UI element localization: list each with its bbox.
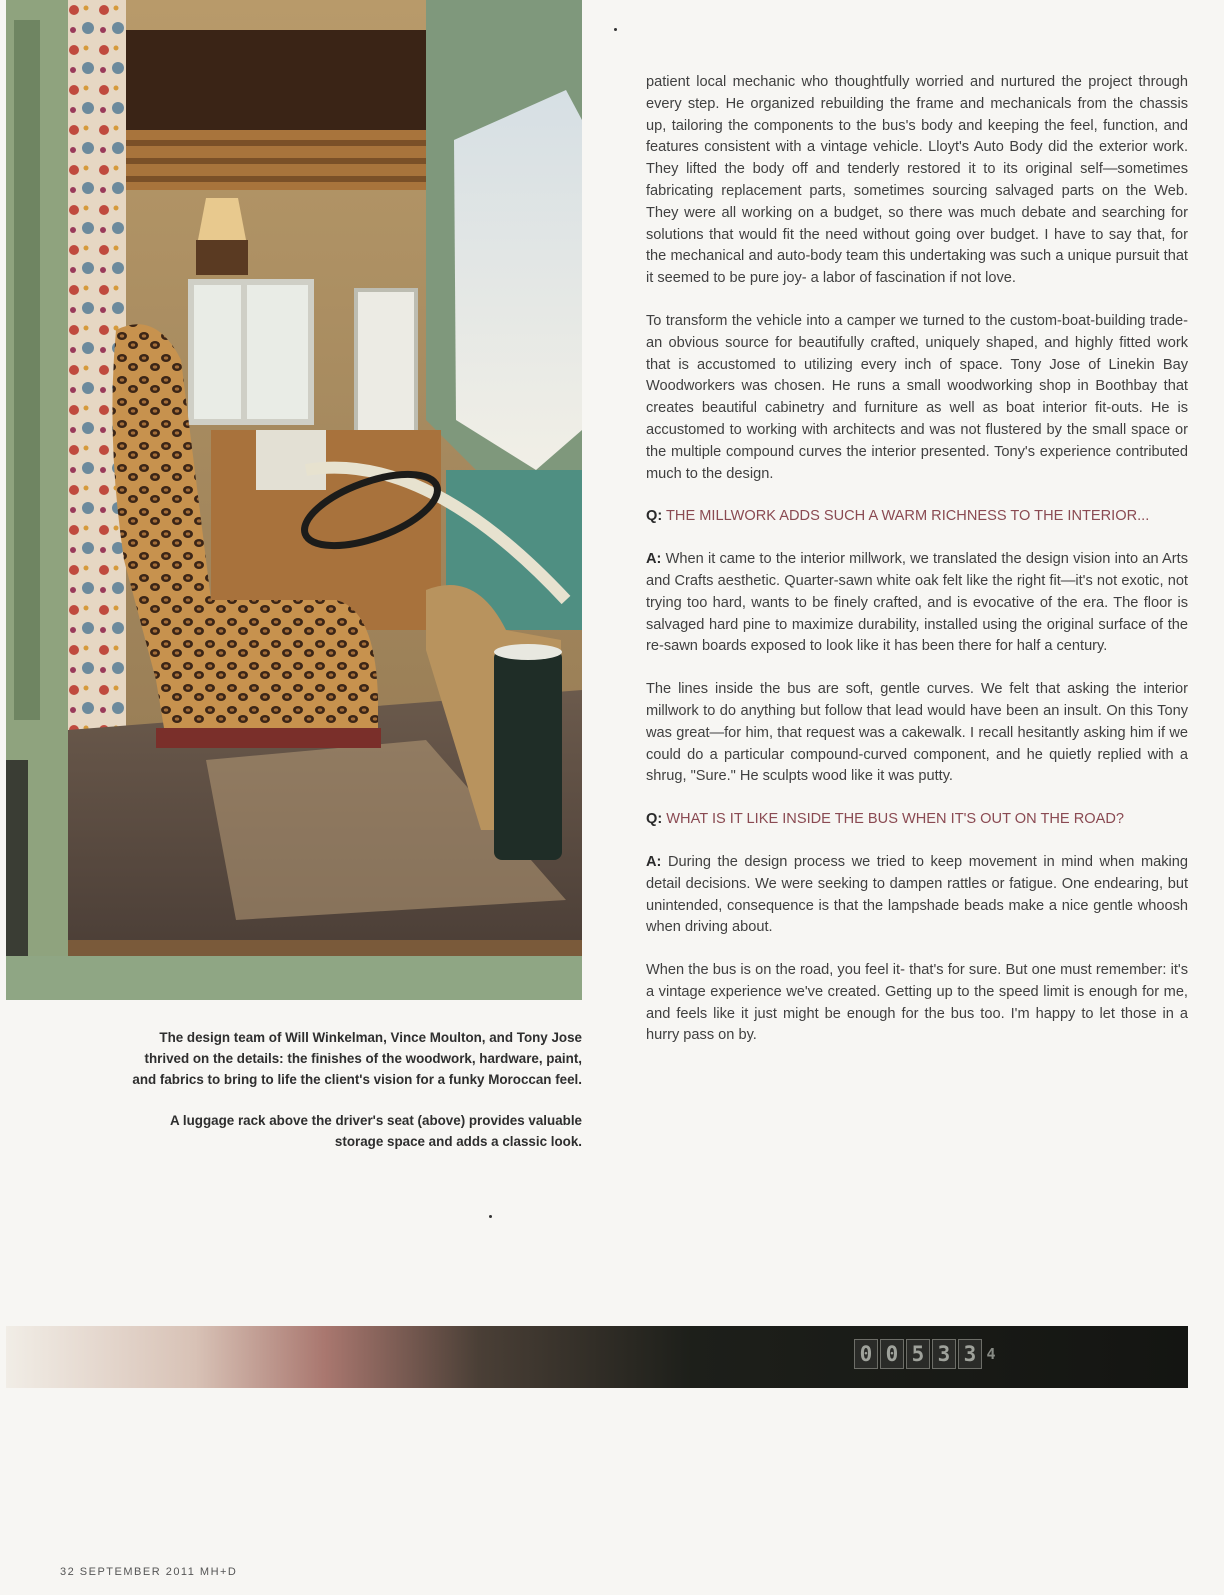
odometer-digit: 3 (932, 1339, 956, 1369)
print-dot (489, 1215, 492, 1218)
question-heading (646, 809, 1188, 831)
odometer-digit: 5 (906, 1339, 930, 1369)
article-paragraph: patient local mechanic who thoughtfully worried and nurtured the project through every step. He organized rebuilding the frame and mechanicals from the chassis up, tailoring the components to the bus's body and keeping the feel, function, and features consistent with a vintage vehicle. Lloyt's Auto Body did the exterior work. They lifted the body off and tenderly restored it to its original self—sometimes fabricating replacement parts, sometimes sourcing salvaged parts on the Web. They were all working on a budget, so there was much debate and searching for solutions that would fit the need without going over budget. I have to say that, for the mechanical and auto-body team this undertaking was such a unique pursuit that it seemed to be pure joy- a labor of fascination if not love. (646, 74, 1188, 287)
page-folio: 32 SEPTEMBER 2011 MH+D (60, 1566, 238, 1578)
question-text: THE MILLWORK ADDS SUCH A WARM RICHNESS TO THE INTERIOR... (666, 508, 1150, 525)
article-body (646, 72, 1188, 1068)
question-label: Q: (646, 508, 663, 525)
article-paragraph: When the bus is on the road, you feel it- that's for sure. But one must remember: it's a vintage experience we've created. Getting up to the speed limit is enough for me, and feels like it just might be enough for the bus too. I'm happy to let those in a hurry pass on by. (646, 962, 1188, 1044)
print-dot (614, 28, 617, 31)
answer-paragraph (646, 549, 1188, 658)
article-paragraph: The lines inside the bus are soft, gentle curves. We felt that asking the interior millwork to do anything but follow that lead would have been an insult. On this Tony was great—for him, that request was a cakewalk. I recall hesitantly asking him if we could do a particular compound-curved component, and he quietly replied with a shrug, "Sure." He sculpts wood like it was putty. (646, 681, 1188, 785)
odometer (854, 1339, 998, 1369)
answer-text: When it came to the interior millwork, we translated the design vision into an Arts and Crafts aesthetic. Quarter-sawn white oak felt like the right fit—it's not exotic, not trying too hard, wants to be finely crafted, and is evocative of the era. The floor is salvaged hard pine to maximize durability, installed using the original surface of the re-sawn boards exposed to look like it has been there for half a century. (646, 551, 1188, 655)
caption-paragraph: The design team of Will Winkelman, Vince Moulton, and Tony Jose thrived on the details: the finishes of the woodwork, hardware, paint, and fabrics to bring to life the client's vision for a funky Moroccan feel. (132, 1030, 582, 1087)
photo-caption (120, 1027, 582, 1172)
bus-interior-photo (6, 0, 582, 1000)
bus-interior-illustration (6, 0, 582, 1000)
odometer-digit: 0 (854, 1339, 878, 1369)
question-label: Q: (646, 811, 663, 828)
odometer-digit: 0 (880, 1339, 904, 1369)
answer-text: During the design process we tried to keep movement in mind when making detail decisions. We were seeking to dampen rattles or fatigue. One endearing, but unintended, consequence is that the lampshade beads make a nice gentle whoosh when driving about. (646, 853, 1188, 936)
answer-label: A: (646, 853, 662, 870)
question-heading (646, 506, 1188, 528)
question-text: WHAT IS IT LIKE INSIDE THE BUS WHEN IT'S OUT ON THE ROAD? (666, 811, 1124, 828)
answer-paragraph (646, 852, 1188, 939)
answer-label: A: (646, 551, 662, 568)
caption-paragraph: A luggage rack above the driver's seat (above) provides valuable storage space and adds a classic look. (170, 1113, 582, 1149)
article-paragraph: To transform the vehicle into a camper we turned to the custom-boat-building trade- an obvious source for beautifully crafted, uniquely shaped, and highly fitted work that is accustomed to utilizing every inch of space. Tony Jose of Linekin Bay Woodworkers was chosen. He runs a small woodworking shop in Boothbay that creates beautiful cabinetry and furniture as well as boat interior fit-outs. He is accustomed to working with architects and was not flustered by the small space or the multiple compound curves the interior presented. Tony's experience contributed much to the design. (646, 312, 1188, 482)
odometer-tenth-digit: 4 (986, 1345, 996, 1363)
odometer-photo-strip (6, 1326, 1188, 1388)
odometer-digit: 3 (958, 1339, 982, 1369)
